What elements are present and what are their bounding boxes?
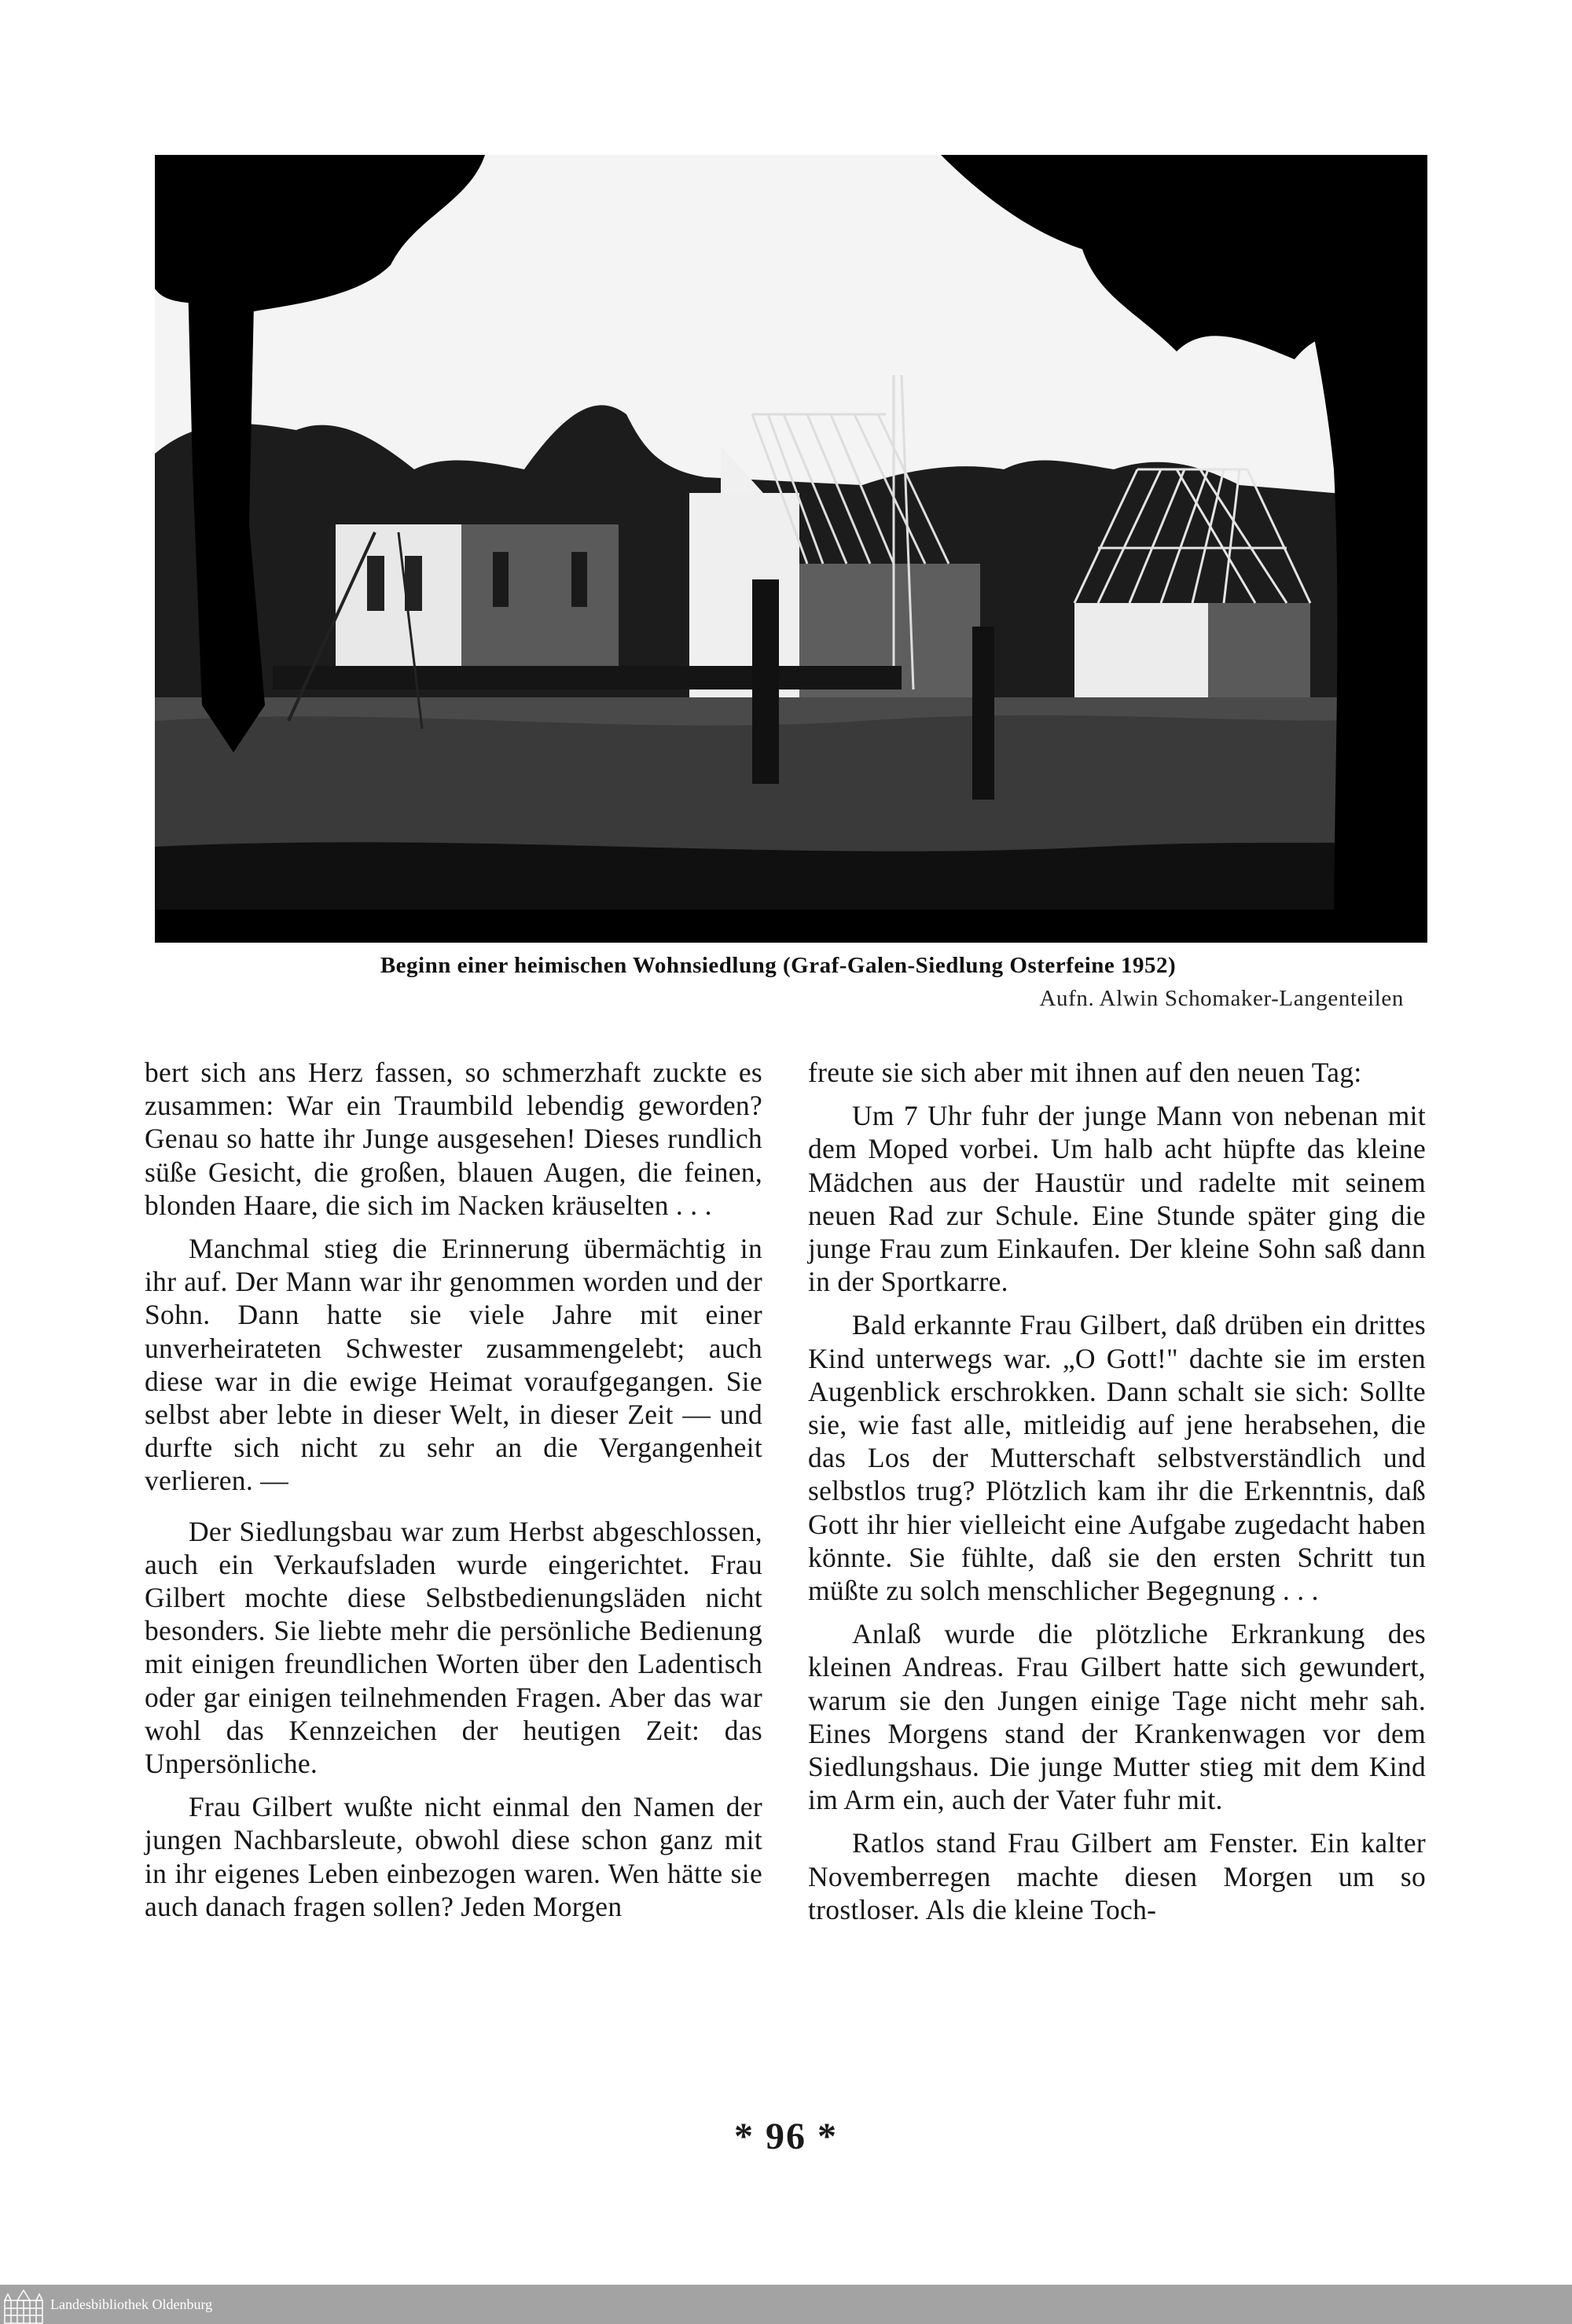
photo-caption: Beginn einer heimischen Wohnsiedlung (Graf-Galen-Siedlung Osterfeine 1952) <box>380 953 1177 978</box>
text-column-left <box>145 1056 762 1933</box>
library-building-icon <box>3 2288 44 2324</box>
paragraph: Manchmal stieg die Erinnerung übermächtig in ihr auf. Der Mann war ihr genommen worden und der Sohn. Dann hatte sie viele Jahre mit einer unverheirateten Schwester zusammengelebt; auch diese war in die ewige Heimat voraufgegangen. Sie selbst aber lebte in dieser Welt, in dieser Zeit — und durfte sich nicht zu sehr an die Vergangenheit verlieren. — <box>145 1233 762 1497</box>
paragraph: Ratlos stand Frau Gilbert am Fenster. Ein kalter Novemberregen machte diesen Morgen um so trostloser. Als die kleine Toch- <box>808 1827 1426 1925</box>
paragraph: Bald erkannte Frau Gilbert, daß drüben ein drittes Kind unterwegs war. „O Gott!" dachte sie im ersten Augenblick erschrokken. Dann schalt sie sich: Sollte sie, wie fast alle, mitleidig auf jene herabsehen, die das Los der Mutterschaft selbstverständlich und selbstlos trug? Plötzlich kam ihr die Erkenntnis, daß Gott ihr hier vielleicht eine Aufgabe zugedacht haben könnte. Sie fühlte, daß sie den ersten Schritt tun müßte zu solch menschlicher Begegnung . . . <box>808 1309 1426 1607</box>
paragraph: freute sie sich aber mit ihnen auf den neuen Tag: <box>808 1057 1362 1088</box>
photo-illustration <box>155 155 1427 943</box>
library-footer-bar <box>0 2285 1572 2324</box>
text-column-right <box>808 1056 1426 1936</box>
photo-credit: Aufn. Alwin Schomaker-Langenteilen <box>1039 986 1404 1011</box>
settlement-photo <box>155 155 1427 943</box>
library-name: Landesbibliothek Oldenburg <box>50 2296 213 2312</box>
paragraph: bert sich ans Herz fassen, so schmerzhaft zuckte es zusammen: War ein Traumbild lebendig geworden? Genau so hatte ihr Junge ausgesehen! Dieses rundlich süße Gesicht, die großen, blauen Augen, die feinen, blonden Haare, die sich im Nacken kräuselten . . . <box>145 1057 762 1221</box>
paragraph: Anlaß wurde die plötzliche Erkrankung des kleinen Andreas. Frau Gilbert hatte sich gewundert, warum sie den Jungen einige Tage nicht mehr sah. Eines Morgens stand der Krankenwagen vor dem Siedlungshaus. Die junge Mutter stieg mit dem Kind im Arm ein, auch der Vater fuhr mit. <box>808 1618 1426 1816</box>
paragraph: Der Siedlungsbau war zum Herbst abgeschlossen, auch ein Verkaufsladen wurde eingerichtet. Frau Gilbert mochte diese Selbstbedienungsläden nicht besonders. Sie liebte mehr die persönliche Bedienung mit einigen freundlichen Worten über den Ladentisch oder gar einigen teilnehmenden Fragen. Aber das war wohl das Kennzeichen der heutigen Zeit: das Unpersönliche. <box>145 1515 762 1780</box>
paragraph: Um 7 Uhr fuhr der junge Mann von nebenan mit dem Moped vorbei. Um halb acht hüpfte das kleine Mädchen aus der Haustür und radelte mit seinem neuen Rad zur Schule. Eine Stunde später ging die junge Frau zum Einkaufen. Der kleine Sohn saß dann in der Sportkarre. <box>808 1100 1426 1298</box>
page-number: * 96 * <box>734 2116 838 2157</box>
paragraph: Frau Gilbert wußte nicht einmal den Namen der jungen Nachbarsleute, obwohl diese schon ganz mit in ihr eigenes Leben einbezogen waren. Wen hätte sie auch danach fragen sollen? Jeden Morgen <box>145 1791 762 1922</box>
